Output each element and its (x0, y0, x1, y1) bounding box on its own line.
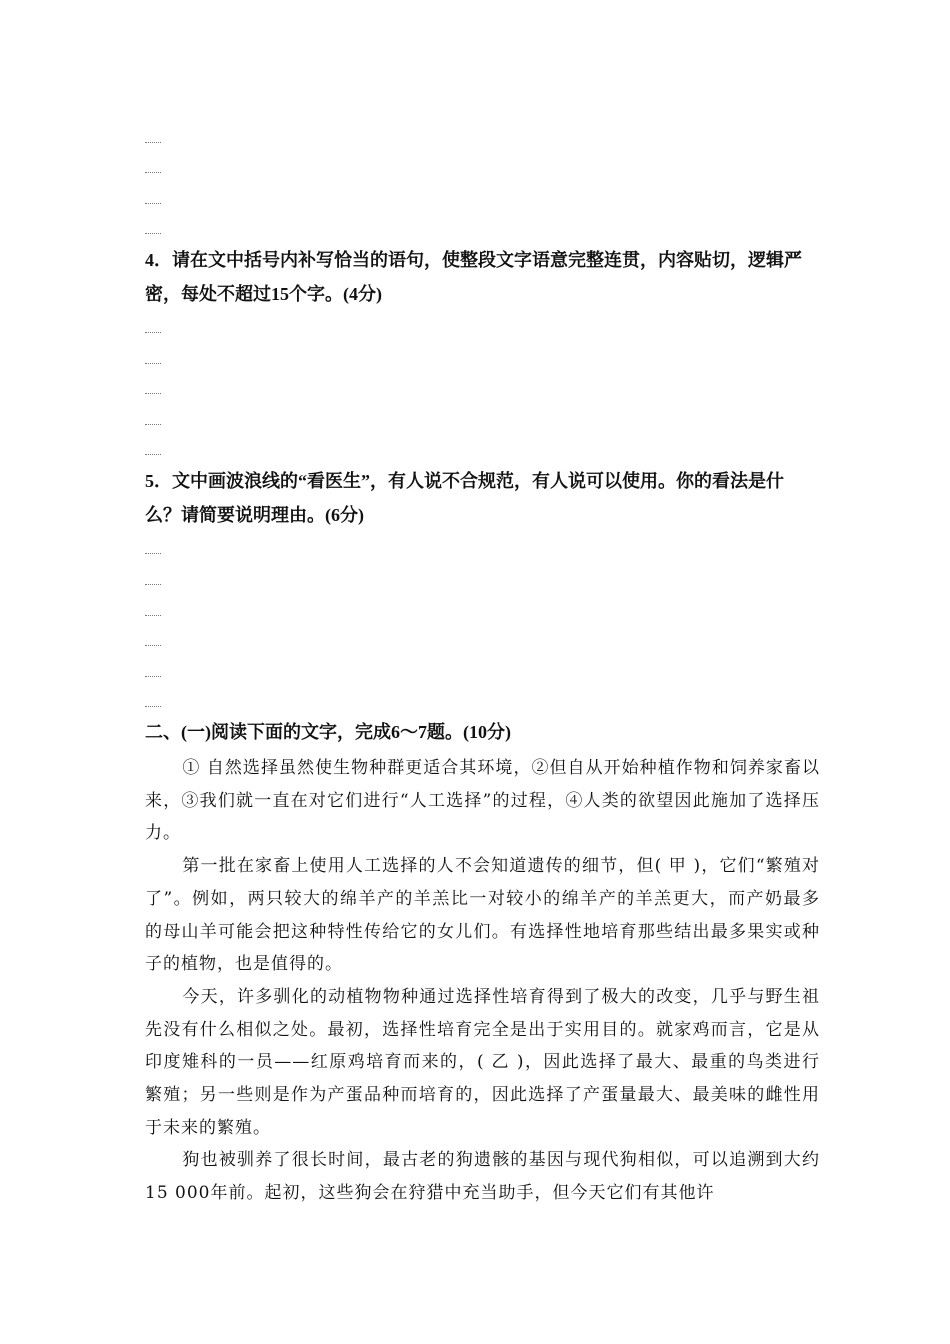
passage-paragraph-1: ① 自然选择虽然使生物种群更适合其环境，②但自从开始种植作物和饲养家畜以来，③我们就一直在对它们进行“人工选择”的过程，④人类的欲望因此施加了选择压力。 (145, 758, 820, 844)
answer-line[interactable] (145, 584, 161, 585)
question-5: 5．文中画波浪线的“看医生”，有人说不合规范，有人说可以使用。你的看法是什么？请简要说明理由。(6分) (145, 471, 784, 525)
answer-line[interactable] (145, 615, 161, 616)
answer-line[interactable] (145, 203, 161, 204)
question-4: 4．请在文中括号内补写恰当的语句，使整段文字语意完整连贯，内容贴切，逻辑严密，每处不超过15个字。(4分) (145, 250, 802, 304)
answer-line[interactable] (145, 706, 161, 707)
answer-line[interactable] (145, 676, 161, 677)
answer-line[interactable] (145, 424, 161, 425)
answer-line[interactable] (145, 142, 161, 143)
section-heading: 二、(一)阅读下面的文字，完成6～7题。(10分) (145, 722, 511, 742)
answer-line[interactable] (145, 233, 161, 234)
passage-paragraph-2: 第一批在家畜上使用人工选择的人不会知道遗传的细节，但( 甲 )，它们“繁殖对了”。例如，两只较大的绵羊产的羊羔比一对较小的绵羊产的羊羔更大，而产奶最多的母山羊可能会把这种特性传给它的女儿们。有选择性地培育那些结出最多果实或种子的植物，也是值得的。 (145, 856, 820, 975)
answer-line[interactable] (145, 553, 161, 554)
answer-line[interactable] (145, 645, 161, 646)
answer-line[interactable] (145, 454, 161, 455)
answer-line[interactable] (145, 172, 161, 173)
answer-line[interactable] (145, 363, 161, 364)
passage-paragraph-3: 今天，许多驯化的动植物物种通过选择性培育得到了极大的改变，几乎与野生祖先没有什么相似之处。最初，选择性培育完全是出于实用目的。就家鸡而言，它是从印度雉科的一员——红原鸡培育而来的，( 乙 )，因此选择了最大、最重的鸟类进行繁殖；另一些则是作为产蛋品种而培育的，因此选择了产蛋量最大、最美味的雌性用于未来的繁殖。 (145, 986, 820, 1138)
answer-line[interactable] (145, 393, 161, 394)
reading-passage (145, 752, 820, 1210)
passage-paragraph-4: 狗也被驯养了很长时间，最古老的狗遗骸的基因与现代狗相似，可以追溯到大约15 000年前。起初，这些狗会在狩猎中充当助手，但今天它们有其他许 (145, 1150, 820, 1204)
answer-line[interactable] (145, 332, 161, 333)
